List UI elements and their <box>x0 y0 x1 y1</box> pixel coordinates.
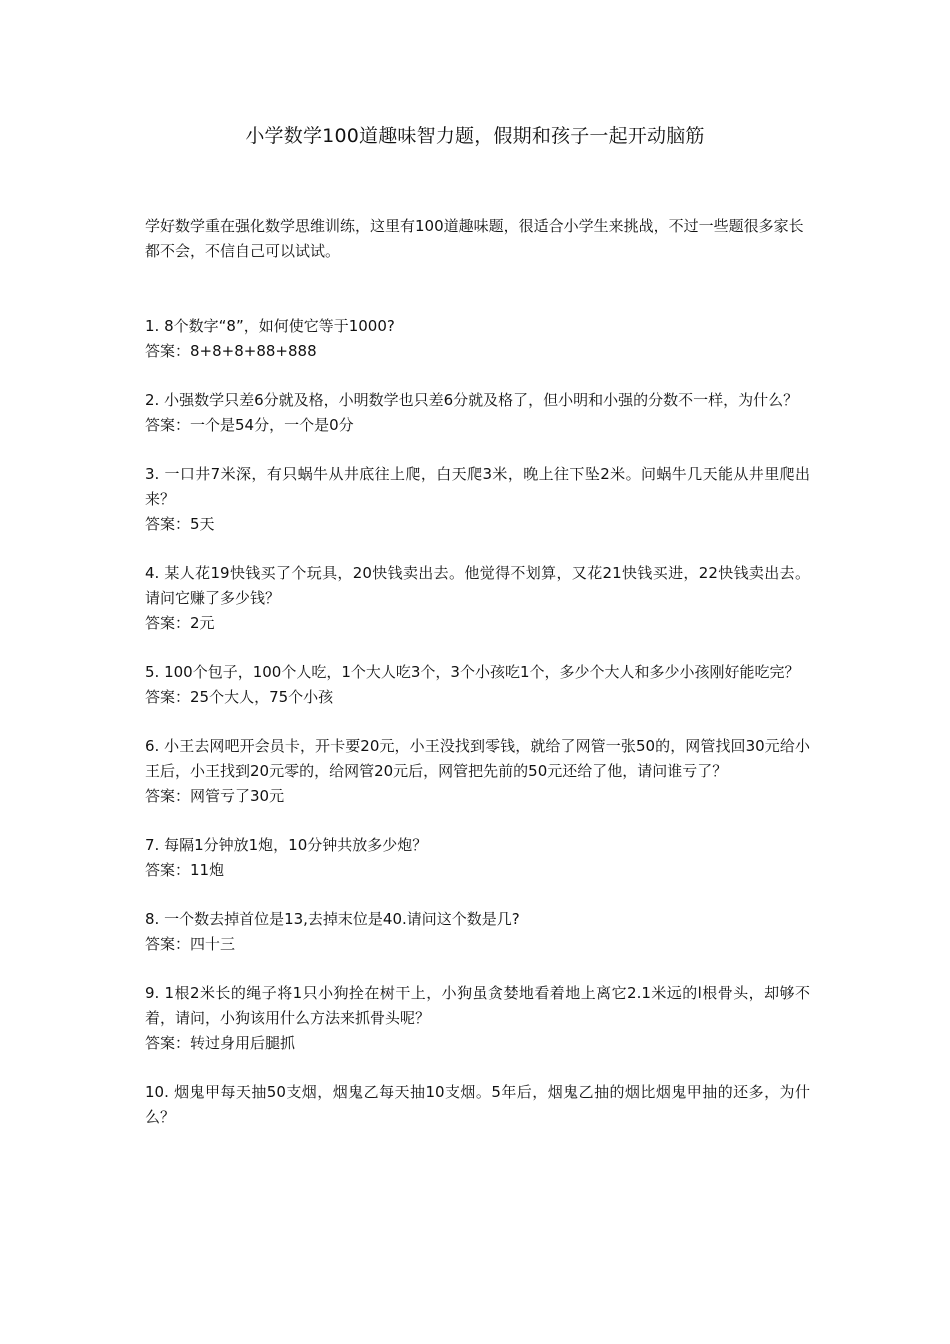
answer-text: 答案：一个是54分，一个是0分 <box>145 416 354 434</box>
question-text: 7. 每隔1分钟放1炮，10分钟共放多少炮？ <box>145 836 428 854</box>
answer-text: 答案：转过身用后腿抓 <box>145 1034 296 1052</box>
question-text: 2. 小强数学只差6分就及格，小明数学也只差6分就及格了，但小明和小强的分数不一样，为什么？ <box>145 391 799 409</box>
question-item <box>145 1080 810 1130</box>
question-text: 9. 1根2米长的绳子将1只小狗拴在树干上，小狗虽贪婪地看着地上离它2.1米远的l根骨头，却够不着，请问，小狗该用什么方法来抓骨头呢？ <box>145 984 810 1027</box>
question-text: 8. 一个数去掉首位是13,去掉末位是40.请问这个数是几? <box>145 910 520 928</box>
question-text: 1. 8个数字“8”，如何使它等于1000? <box>145 317 395 335</box>
answer-text: 答案：8+8+8+88+888 <box>145 342 317 360</box>
answer-text: 答案：2元 <box>145 614 215 632</box>
answer-text: 答案：四十三 <box>145 935 236 953</box>
question-text: 3. 一口井7米深，有只蜗牛从井底往上爬，白天爬3米，晚上往下坠2米。问蜗牛几天能从井里爬出来？ <box>145 465 810 508</box>
question-item <box>145 462 810 537</box>
answer-text: 答案：25个大人，75个小孩 <box>145 688 334 706</box>
question-text: 10. 烟鬼甲每天抽50支烟，烟鬼乙每天抽10支烟。5年后，烟鬼乙抽的烟比烟鬼甲抽的还多，为什么？ <box>145 1083 810 1126</box>
question-item <box>145 660 810 710</box>
document-title: 小学数学100道趣味智力题，假期和孩子一起开动脑筋 <box>245 125 705 147</box>
intro-paragraph: 学好数学重在强化数学思维训练，这里有100道趣味题，很适合小学生来挑战，不过一些题很多家长都不会，不信自己可以试试。 <box>145 217 804 260</box>
question-item <box>145 561 810 636</box>
question-item <box>145 734 810 809</box>
question-item <box>145 388 810 438</box>
question-text: 5. 100个包子，100个人吃，1个大人吃3个，3个小孩吃1个，多少个大人和多少小孩刚好能吃完？ <box>145 663 800 681</box>
question-text: 6. 小王去网吧开会员卡，开卡要20元，小王没找到零钱，就给了网管一张50的，网管找回30元给小王后，小王找到20元零的，给网管20元后，网管把先前的50元还给了他，请问谁亏了？ <box>145 737 810 780</box>
question-text: 4. 某人花19快钱买了个玩具，20快钱卖出去。他觉得不划算，又花21快钱买进，22快钱卖出去。请问它赚了多少钱？ <box>145 564 810 607</box>
question-item <box>145 314 810 364</box>
answer-text: 答案：11炮 <box>145 861 225 879</box>
question-item <box>145 833 810 883</box>
answer-text: 答案：5天 <box>145 515 215 533</box>
question-item <box>145 907 810 957</box>
answer-text: 答案：网管亏了30元 <box>145 787 285 805</box>
question-item <box>145 981 810 1056</box>
question-list <box>145 314 810 1154</box>
